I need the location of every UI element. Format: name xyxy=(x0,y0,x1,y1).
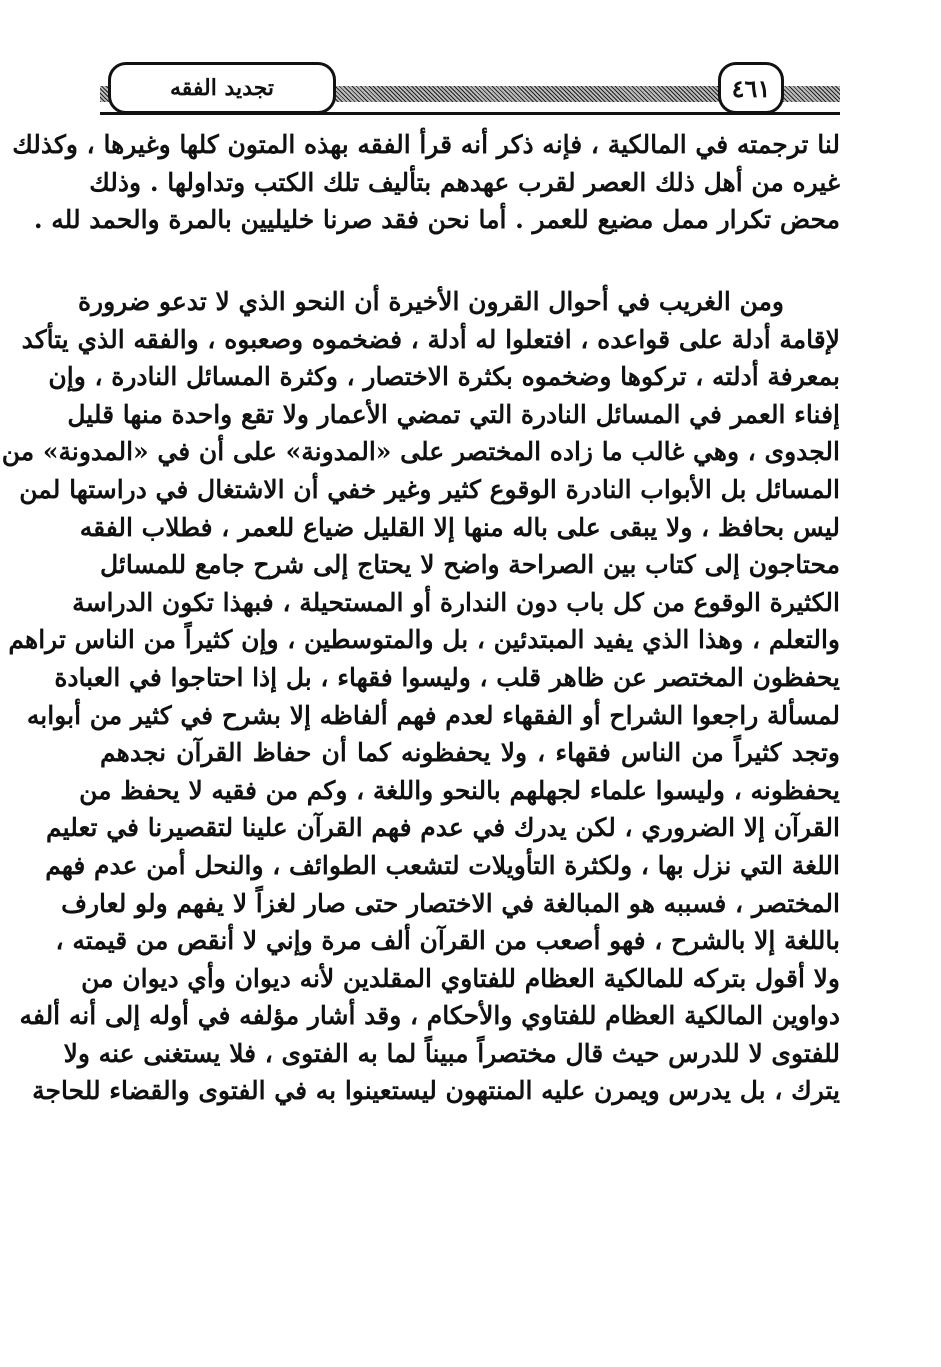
paragraph-1 xyxy=(12,126,840,239)
text-line: غيره من أهل ذلك العصر لقرب عهدهم بتأليف تلك الكتب وتداولها . وذلك xyxy=(89,167,840,197)
text-line: يترك ، بل يدرس ويمرن عليه المنتهون ليستعينوا به في الفتوى والقضاء للحاجة xyxy=(32,1076,840,1106)
paragraph-2 xyxy=(1,283,840,1110)
text-line: دواوين المالكية العظام للفتاوي والأحكام ، وقد أشار مؤلفه في أوله إلى أنه ألفه xyxy=(19,1001,840,1031)
text-line: محتاجون إلى كتاب بين الصراحة واضح لا يحتاج إلى شرح جامع للمسائل xyxy=(100,550,840,580)
text-line: محض تكرار ممل مضيع للعمر . أما نحن فقد صرنا خليليين بالمرة والحمد لله . xyxy=(33,205,840,235)
book-title: تجديد الفقه xyxy=(108,62,336,114)
running-header xyxy=(100,62,840,110)
text-line: المسائل بل الأبواب النادرة الوقوع كثير وغير خفي أن الاشتغال في دراستها لمن xyxy=(19,474,840,504)
text-line: لنا ترجمته في المالكية ، فإنه ذكر أنه قرأ الفقه بهذه المتون كلها وغيرها ، وكذلك xyxy=(12,130,840,159)
text-line: القرآن إلا الضروري ، لكن يدرك في عدم فهم القرآن علينا لتقصيرنا في تعليم xyxy=(46,813,840,843)
text-line: ومن الغريب في أحوال القرون الأخيرة أن النحو الذي لا تدعو ضرورة xyxy=(77,287,784,316)
text-line: ليس بحافظ ، ولا يبقى على باله منها إلا القليل ضياع للعمر ، فطلاب الفقه xyxy=(79,512,840,542)
text-line: باللغة إلا بالشرح ، فهو أصعب من القرآن ألف مرة وإني لا أنقص من قيمته ، xyxy=(55,926,840,956)
text-line: اللغة التي نزل بها ، ولكثرة التأويلات لتشعب الطوائف ، والنحل أمن عدم فهم xyxy=(45,850,840,880)
text-line: ولا أقول بتركه للمالكية العظام للفتاوي المقلدين لأنه ديوان وأي ديوان من xyxy=(81,963,840,993)
text-line: لإقامة أدلة على قواعده ، افتعلوا له أدلة ، فضخموه وصعبوه ، والفقه الذي يتأكد xyxy=(21,324,840,354)
text-line: المختصر ، فسببه هو المبالغة في الاختصار حتى صار لغزاً لا يفهم ولو لعارف xyxy=(61,888,840,918)
header-rule xyxy=(100,112,840,115)
text-line: يحفظونه ، وليسوا علماء لجهلهم بالنحو واللغة ، وكم من فقيه لا يحفظ من xyxy=(79,775,840,805)
text-line: وتجد كثيراً من الناس فقهاء ، ولا يحفظونه كما أن حفاظ القرآن نجدهم xyxy=(100,738,840,768)
page-number: ٤٦١ xyxy=(718,62,784,114)
text-line: والتعلم ، وهذا الذي يفيد المبتدئين ، بل والمتوسطين ، وإن كثيراً من الناس تراهم xyxy=(8,625,840,655)
text-line: يحفظون المختصر عن ظاهر قلب ، وليسوا فقهاء ، بل إذا احتاجوا في العبادة xyxy=(54,662,840,692)
text-line: الجدوى ، وهي غالب ما زاده المختصر على «المدونة» على أن في «المدونة» من xyxy=(1,437,840,467)
text-line: لمسألة راجعوا الشراح أو الفقهاء لعدم فهم ألفاظه إلا بشرح في كثير من أبوابه xyxy=(26,700,840,730)
text-line: إفناء العمر في المسائل النادرة التي تمضي الأعمار ولا تقع واحدة منها قليل xyxy=(67,399,840,429)
text-line: للفتوى لا للدرس حيث قال مختصراً مبيناً لما به الفتوى ، فلا يستغنى عنه ولا xyxy=(63,1038,840,1068)
text-line: الكثيرة الوقوع من كل باب دون الندارة أو المستحيلة ، فبهذا تكون الدراسة xyxy=(72,587,840,617)
text-line: بمعرفة أدلته ، تركوها وضخموه بكثرة الاختصار ، وكثرة المسائل النادرة ، وإن xyxy=(48,362,840,392)
